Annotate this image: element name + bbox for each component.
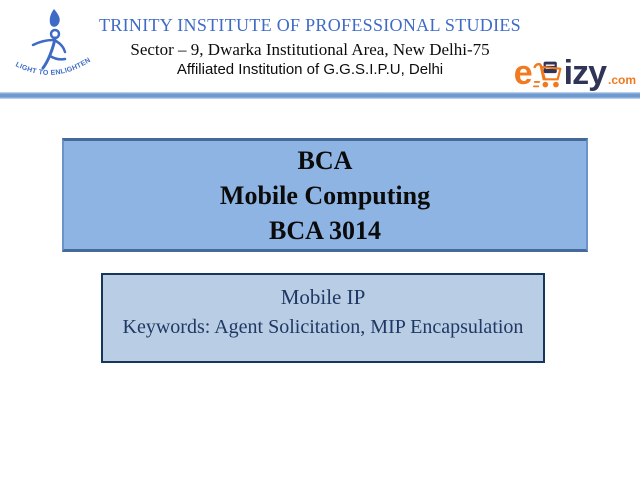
course-line-program: BCA bbox=[297, 146, 353, 175]
brand-tld: .com bbox=[607, 73, 636, 87]
topic-title: Mobile IP bbox=[280, 285, 366, 309]
logo-motto: LIGHT TO ENLIGHTEN bbox=[14, 56, 93, 77]
course-title-box bbox=[62, 138, 588, 252]
ebizy-logo bbox=[514, 42, 636, 92]
course-line-code: BCA 3014 bbox=[269, 216, 381, 245]
header-divider bbox=[0, 92, 640, 99]
flame-icon bbox=[50, 9, 60, 27]
institute-address: Sector – 9, Dwarka Institutional Area, New Delhi-75 bbox=[130, 40, 490, 59]
institute-affiliation: Affiliated Institution of G.G.S.I.P.U, Delhi bbox=[176, 61, 444, 78]
brand-prefix: e bbox=[513, 54, 532, 92]
institute-name: TRINITY INSTITUTE OF PROFESSIONAL STUDIES bbox=[99, 15, 521, 35]
shopping-cart-icon bbox=[533, 54, 563, 94]
topic-keywords: Keywords: Agent Solicitation, MIP Encapsulation bbox=[122, 316, 524, 338]
brand-suffix: izy bbox=[563, 54, 606, 92]
header bbox=[72, 13, 548, 79]
course-line-subject: Mobile Computing bbox=[219, 181, 431, 210]
topic-box bbox=[101, 273, 545, 363]
